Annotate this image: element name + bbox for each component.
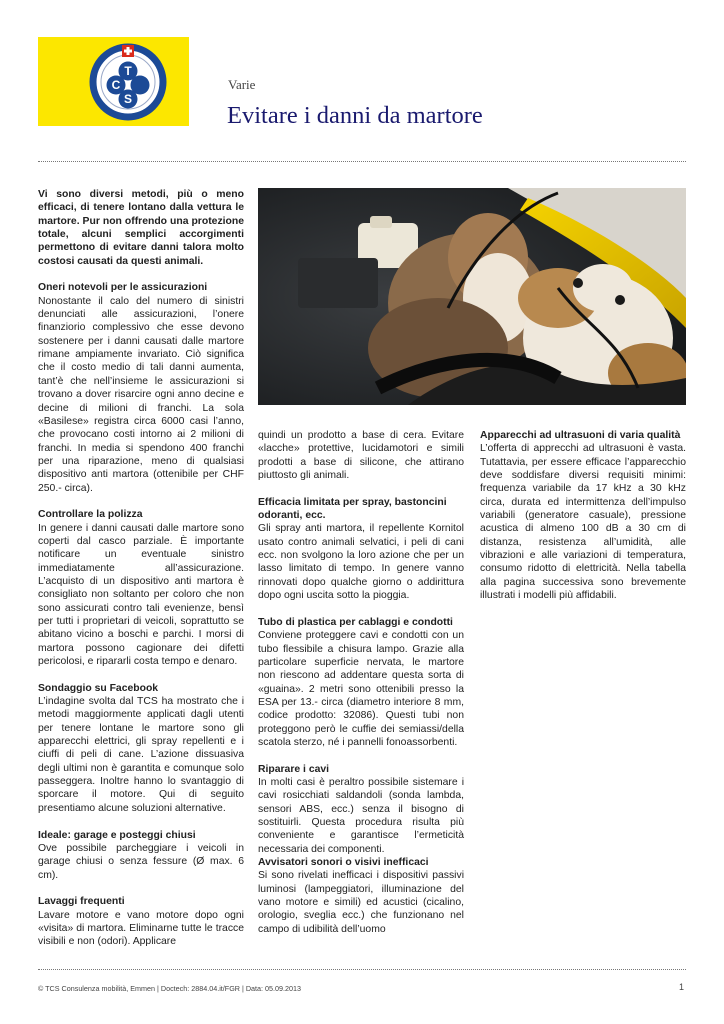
logo-letter-s: S [123, 92, 133, 106]
section-body-oneri: Nonostante il calo del numero di sinistri denunciati alle assicurazioni, l’onere finanziorio complessivo che esse devono sostenere per i danni causati dalle martore rimane ampiamente invariato. Ciò significa che il costo medio di tali danni aumenta, tant’è che nell’insieme le assicurazioni si trovano a dover risarcire ogni anno decine e decine di milioni di franchi. La sola «Basilese» registra circa 6000 casi l’anno, che provocano costi intorno ai 2 milioni di franchi. In media si spendono 400 franchi per una riparazione, meno di qualsiasi dispositivo anti martora (ottenibile per CHF 250.- circa). [38, 295, 244, 494]
section-heading-spray: Efficacia limitata per spray, bastoncini odoranti, ecc. [258, 496, 447, 522]
logo-letter-t: T [124, 64, 132, 78]
section-body-lavaggi: Lavare motore e vano motore dopo ogni «visita» di martora. Eliminarne tutte le tracce visibili e non (odori). Applicare [38, 909, 244, 948]
page-number: 1 [679, 982, 685, 992]
column-1 [38, 188, 244, 949]
section-body-spray: Gli spray anti martora, il repellente Kornitol usato contro animali selvatici, i peli di cani ecc. non svolgono la loro azione che per un lasso limitato di tempo. In genere vanno rinnovati dopo qualche giorno o addirittura dopo ogni uscita sotto la pioggia. [258, 523, 464, 602]
section-heading-oneri: Oneri notevoli per le assicurazioni [38, 282, 208, 294]
section-heading-ultrasuoni: Apparecchi ad ultrasuoni di varia qualità [480, 430, 681, 441]
bottom-divider [38, 969, 686, 970]
section-body-ultrasuoni: L’offerta di apprecchi ad ultrasuoni è vasta. Tutattavia, per essere efficace l’apparecchio deve soddisfare diversi requisiti minimi: frequenza variabile da 17 kHz a 30 kHz circa, durata ed intermittenza dell’impulso variabili (generatore casuale), pressione acustica di almeno 100 dB a 30 cm di distanza, resistenza all’umidità, alle vibrazioni e alle variazioni di temperatura, consumo ridotto di elettricità. Nella tabella alla pagina successiva sono brevemente illustrati i modelli più affidabili. [480, 443, 686, 602]
section-body-lavaggi-cont: quindi un prodotto a base di cera. Evitare «lacche» protettive, lucidamotori e simili prodotti a base di silicone, che attirano piuttosto gli animali. [258, 430, 464, 482]
column-2 [258, 429, 464, 936]
section-heading-garage: Ideale: garage e posteggi chiusi [38, 829, 196, 841]
category-label: Varie [228, 77, 256, 92]
page-title: Evitare i danni da martore [227, 102, 483, 129]
martens-photo [258, 188, 686, 405]
section-body-avvisatori: Si sono rivelati inefficaci i dispositivi passivi luminosi (lampeggiatori, illuminazione del vano motore e simili) ed acustici (cicalino, orologio, sveglia ecc.) che funzionano nel campo di udibilità dell’uomo [258, 870, 464, 935]
martens-photo-icon [258, 188, 686, 405]
section-body-riparare: In molti casi è peraltro possibile sistemare i cavi rosicchiati saldandoli (sonda lambda, sensori ABS, ecc.) senza il bisogno di sostituirli. Questa procedura risulta più conveniente e garantisce l’ermeticità necessaria dei componenti. [258, 776, 464, 855]
section-body-polizza: In genere i danni causati dalle martore sono coperti dal casco parziale. È importante notificare un eventuale sinistro immediatamente all’assicurazione. L’acquisto di un dispositivo anti martora è consigliato non soltanto per coloro che non sono assicurati contro tali evenienze, bensì per tutti i proprietari di veicoli, soprattutto se abitano vicino a boschi e parchi. I morsi di martora possono cagionare dei difetti pericolosi, e ripararli costa tempo e denaro. [38, 522, 244, 668]
logo-letter-c: C [111, 78, 121, 92]
tcs-logo-icon [86, 40, 170, 124]
top-divider [38, 161, 686, 162]
section-heading-avvisatori: Avvisatori sonori o visivi inefficaci [258, 857, 429, 868]
column-3 [480, 429, 686, 602]
section-heading-polizza: Controllare la polizza [38, 509, 143, 521]
section-body-tubo: Conviene proteggere cavi e condotti con un tubo flessibile a chisura lampo. Grazie alla particolare superficie nervata, le martore non riescono ad addentare questa sorta di «guaina». 2 metri sono ottenibili presso la ESA per 13.- circa (diametro interiore 8 mm, codice prodotto: 32086). Questi tubi non proteggono però le cuffie dei semiassi/della scatola sterzo, né i pannelli fonoassorbenti. [258, 630, 464, 748]
section-heading-sondaggio: Sondaggio su Facebook [38, 682, 159, 694]
section-body-garage: Ove possibile parcheggiare i veicoli in garage chiusi o senza fessure (Ø max. 6 cm). [38, 842, 244, 881]
logo-box [38, 37, 189, 126]
footer-text: © TCS Consulenza mobilità, Emmen | Doctech: 2884.04.it/FGR | Data: 05.09.2013 [38, 984, 301, 993]
section-heading-lavaggi: Lavaggi frequenti [38, 896, 125, 908]
section-heading-tubo: Tubo di plastica per cablaggi e condotti [258, 616, 453, 628]
section-heading-riparare: Riparare i cavi [258, 763, 330, 775]
intro-paragraph: Vi sono diversi metodi, più o meno efficaci, di tenere lontano dalla vettura le martore. Pur non offrendo una protezione totale, alcuni semplici accorgimenti permettono di evitare danni talora molto costosi causati da questi animali. [38, 189, 244, 267]
section-body-sondaggio: L’indagine svolta dal TCS ha mostrato che i metodi maggiormente applicati dagli utenti per tenere lontane le martore sono gli apparecchi elettrici, gli spray repellenti e i ciuffi di peli di cane. L’azione dissuasiva degli ultimi non è garantita e comunque solo passeggera. Inoltre hanno lo svantaggio di sporcare il motore. Qui di seguito presentiamo alcune soluzioni alternative. [38, 696, 244, 814]
